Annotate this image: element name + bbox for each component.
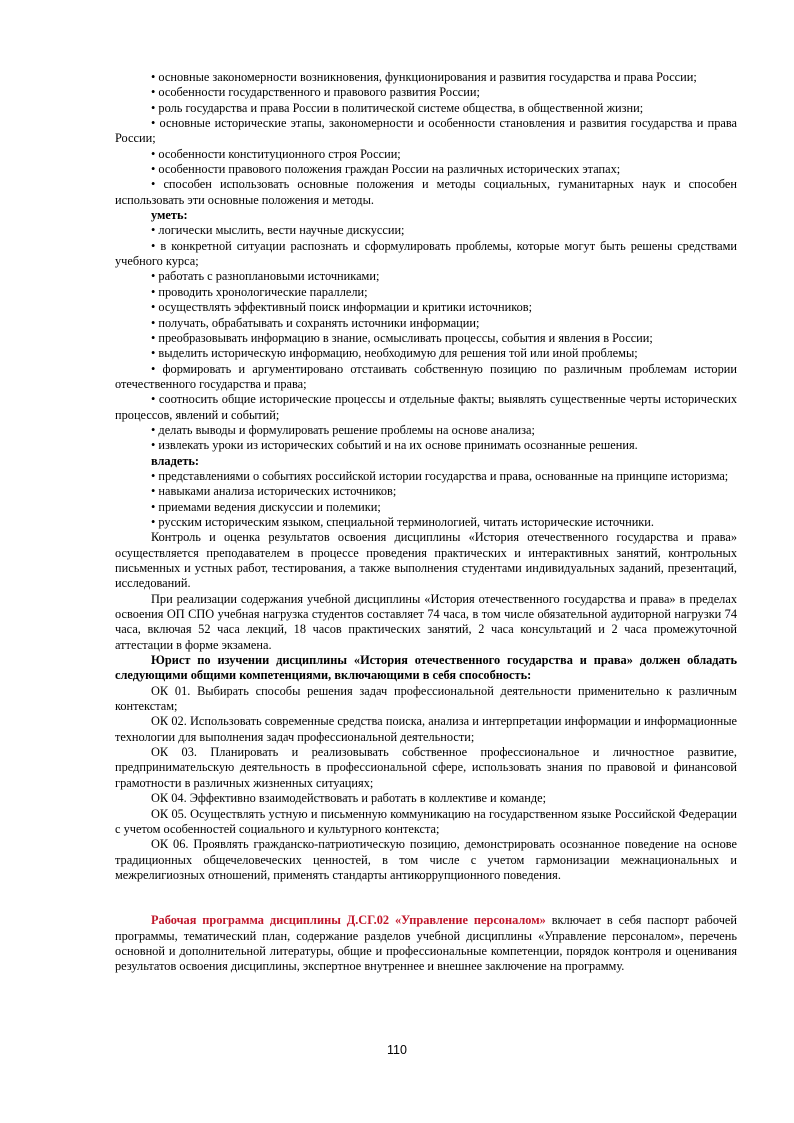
possess-item: • приемами ведения дискуссии и полемики; (151, 499, 381, 514)
know-item: • роль государства и права России в политической системе общества, в общественной жизни; (151, 100, 644, 115)
skill-item: • получать, обрабатывать и сохранять источники информации; (151, 315, 480, 330)
spacer (115, 898, 737, 913)
competency-item: ОК 03. Планировать и реализовывать собственное профессиональное и личностное развитие, предпринимательскую деятельность в профессиональной сфере, использовать знания по правовой и финансовой грамотности в различных жизненных ситуациях; (115, 745, 737, 790)
competencies-heading: Юрист по изучении дисциплины «История отечественного государства и права» должен обладать следующими общими компетенциями, включающими в себя способность: (115, 653, 737, 683)
control-paragraph: Контроль и оценка результатов освоения дисциплины «История отечественного государства и права» осуществляется преподавателем в процессе проведения практических и интерактивных занятий, контрольных письменных и устных работ, тестирования, а также выполнения студентами индивидуальных заданий, презентаций, исследований. (115, 530, 737, 591)
know-item: • основные закономерности возникновения, функционирования и развития государства и права России; (151, 70, 697, 84)
load-paragraph: При реализации содержания учебной дисциплины «История отечественного государства и права» в пределах освоения ОП СПО учебная нагрузка студентов составляет 74 часа, в том числе обязательной аудиторной нагрузки 74 часа, включая 52 часа лекций, 18 часов практических занятий, 2 часа консультаций и 2 часа промежуточной аттестации в форме экзамена. (115, 591, 737, 652)
skill-item: • выделить историческую информацию, необходимую для решения той или иной проблемы; (151, 346, 638, 361)
skill-item: • в конкретной ситуации распознать и сформулировать проблемы, которые могут быть решены средствами учебного курса; (115, 238, 737, 269)
skill-item: • проводить хронологические параллели; (151, 284, 368, 299)
skill-item: • извлекать уроки из исторических событий и на их основе принимать осознанные решения. (151, 438, 638, 453)
possess-heading: владеть: (151, 453, 200, 468)
program-text: включает в себя паспорт рабочей программы, тематический план, содержание разделов учебной дисциплины «Управление персоналом», перечень основной и дополнительной литературы, общие и профессиональные компетенции, порядок контроля и оценивания результатов освоения дисциплины, экспертное внутреннее и внешнее заключение на программу. (115, 913, 737, 974)
skill-item: • делать выводы и формулировать решение проблемы на основе анализа; (151, 422, 535, 437)
skill-item: • работать с разноплановыми источниками; (151, 269, 380, 284)
possess-item: • представлениями о событиях российской истории государства и права, основанные на принципе историзма; (151, 468, 729, 483)
know-item: • особенности правового положения граждан России на различных исторических этапах; (151, 162, 621, 177)
skill-item: • формировать и аргументировано отстаивать собственную позицию по различным проблемам истории отечественного государства и права; (115, 361, 737, 391)
competency-item: ОК 06. Проявлять гражданско-патриотическую позицию, демонстрировать осознанное поведение на основе традиционных общечеловеческих ценностей, в том числе с учетом гармонизации межнациональных и межрелигиозных отношений, применять стандарты антикоррупционного поведения. (115, 837, 737, 882)
program-title: Рабочая программа дисциплины Д.СГ.02 «Управление персоналом» (151, 913, 546, 928)
program-paragraph (115, 913, 737, 974)
page-content (115, 70, 737, 975)
know-item: • основные исторические этапы, закономерности и особенности становления и развития государства и права России; (115, 116, 737, 146)
possess-item: • русским историческим языком, специальной терминологией, читать исторические источники. (151, 514, 655, 529)
skill-item: • преобразовывать информацию в знание, осмысливать процессы, события и явления в России; (151, 330, 653, 345)
know-item: • особенности государственного и правового развития России; (151, 85, 480, 100)
possess-item: • навыками анализа исторических источников; (151, 484, 397, 499)
know-item: • особенности конституционного строя России; (151, 146, 401, 161)
competency-item: ОК 04. Эффективно взаимодействовать и работать в коллективе и команде; (151, 791, 547, 806)
skill-item: • логически мыслить, вести научные дискуссии; (151, 223, 405, 238)
competency-item: ОК 02. Использовать современные средства поиска, анализа и интерпретации информации и информационные технологии для выполнения задач профессиональной деятельности; (115, 714, 737, 744)
competency-item: ОК 01. Выбирать способы решения задач профессиональной деятельности применительно к различным контекстам; (115, 683, 737, 714)
skills-heading: уметь: (151, 208, 188, 223)
skill-item: • соотносить общие исторические процессы и отдельные факты; выявлять существенные черты исторических процессов, явлений и событий; (115, 392, 737, 422)
page-number: 110 (387, 1043, 407, 1057)
know-item: • способен использовать основные положения и методы социальных, гуманитарных наук и способен использовать эти основные положения и методы. (115, 177, 737, 207)
competency-item: ОК 05. Осуществлять устную и письменную коммуникацию на государственном языке Российской Федерации с учетом особенностей социального и культурного контекста; (115, 806, 737, 836)
spacer (115, 883, 737, 898)
skill-item: • осуществлять эффективный поиск информации и критики источников; (151, 300, 532, 315)
